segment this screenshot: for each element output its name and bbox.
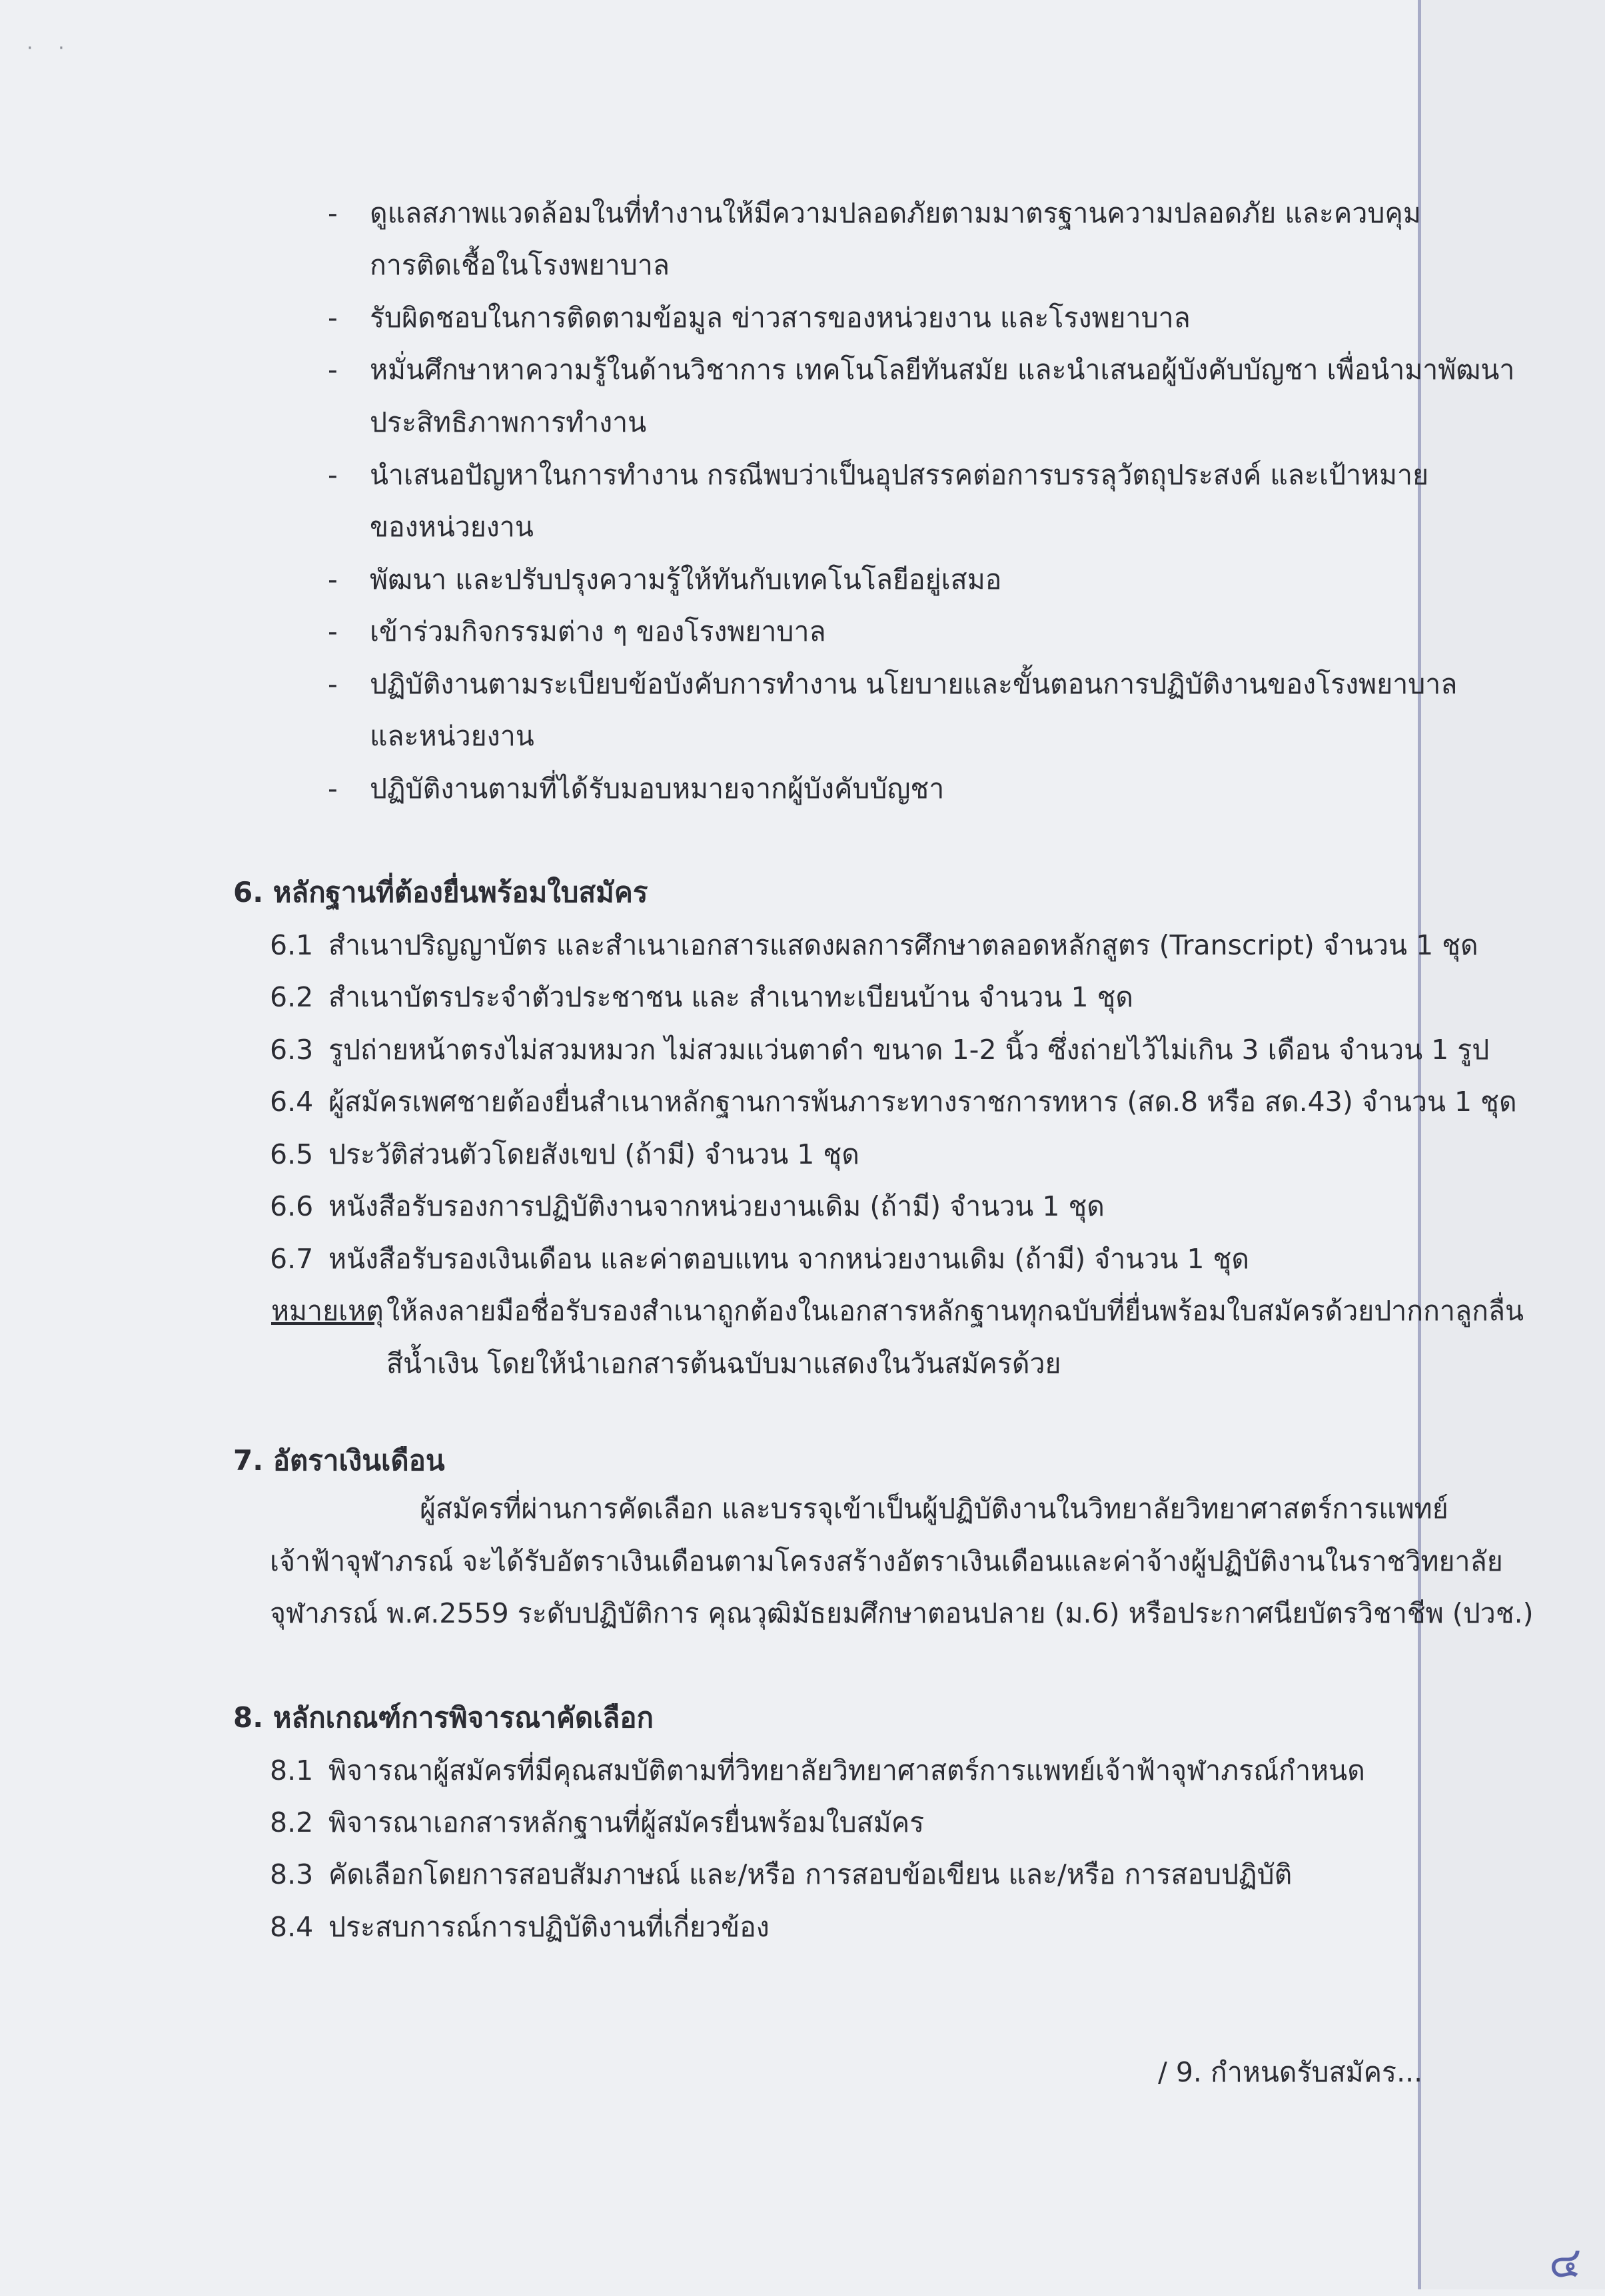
item-number: 8.4 [270, 1911, 314, 1943]
duty-2-line-1: รับผิดชอบในการติดตามข้อมูล ข่าวสารของหน่วยงาน และโรงพยาบาล [370, 302, 1191, 334]
continuation-note: / 9. กำหนดรับสมัคร... [1158, 2056, 1423, 2088]
bullet: - [328, 615, 338, 647]
item-6-4-text: ผู้สมัครเพศชายต้องยื่นสำเนาหลักฐานการพ้นภาระทางราชการทหาร (สด.8 หรือ สด.43) จำนวน 1 ชุด [328, 1086, 1517, 1118]
item-8-3-text: คัดเลือกโดยการสอบสัมภาษณ์ และ/หรือ การสอบข้อเขียน และ/หรือ การสอบปฏิบัติ [328, 1858, 1293, 1890]
item-8-2-text: พิจารณาเอกสารหลักฐานที่ผู้สมัครยื่นพร้อมใบสมัคร [328, 1806, 925, 1838]
duty-1-line-2: การติดเชื้อในโรงพยาบาล [370, 249, 670, 281]
item-number: 6.4 [270, 1086, 314, 1118]
scan-specks: · · [27, 37, 74, 60]
bullet: - [328, 564, 338, 595]
salary-line-1: ผู้สมัครที่ผ่านการคัดเลือก และบรรจุเข้าเป็นผู้ปฏิบัติงานในวิทยาลัยวิทยาศาสตร์การแพทย์ [420, 1493, 1448, 1525]
item-number: 6.5 [270, 1138, 314, 1170]
item-6-5-text: ประวัติส่วนตัวโดยสังเขป (ถ้ามี) จำนวน 1 ชุด [328, 1138, 859, 1170]
duty-7-line-1: ปฏิบัติงานตามระเบียบข้อบังคับการทำงาน นโยบายและขั้นตอนการปฏิบัติงานของโรงพยาบาล [370, 668, 1458, 700]
bullet: - [328, 773, 338, 805]
item-number: 8.1 [270, 1754, 314, 1786]
duty-3-line-1: หมั่นศึกษาหาความรู้ในด้านวิชาการ เทคโนโลยีทันสมัย และนำเสนอผู้บังคับบัญชา เพื่อนำมาพัฒนา [370, 354, 1515, 386]
salary-line-2: เจ้าฟ้าจุฬาภรณ์ จะได้รับอัตราเงินเดือนตามโครงสร้างอัตราเงินเดือนและค่าจ้างผู้ปฏิบัติงานในราชวิทยาลัย [270, 1545, 1503, 1577]
section-8-heading: 8. หลักเกณฑ์การพิจารณาคัดเลือก [233, 1701, 654, 1734]
item-8-4-text: ประสบการณ์การปฏิบัติงานที่เกี่ยวข้อง [328, 1911, 770, 1943]
item-6-2-text: สำเนาบัตรประจำตัวประชาชน และ สำเนาทะเบียนบ้าน จำนวน 1 ชุด [328, 981, 1134, 1013]
item-number: 8.3 [270, 1858, 314, 1890]
note-label: หมายเหตุ [271, 1295, 384, 1327]
item-number: 6.1 [270, 929, 314, 961]
section-7-heading: 7. อัตราเงินเดือน [233, 1444, 445, 1477]
duty-8-line-1: ปฏิบัติงานตามที่ได้รับมอบหมายจากผู้บังคับบัญชา [370, 773, 945, 805]
item-6-3-text: รูปถ่ายหน้าตรงไม่สวมหมวก ไม่สวมแว่นตาดำ ขนาด 1-2 นิ้ว ซึ่งถ่ายไว้ไม่เกิน 3 เดือน จำนวน 1 รูป [328, 1034, 1490, 1066]
duty-4-line-1: นำเสนอปัญหาในการทำงาน กรณีพบว่าเป็นอุปสรรคต่อการบรรลุวัตถุประสงค์ และเป้าหมาย [370, 459, 1429, 491]
duty-5-line-1: พัฒนา และปรับปรุงความรู้ให้ทันกับเทคโนโลยีอยู่เสมอ [370, 564, 1002, 595]
page-edge [1421, 0, 1605, 2289]
duty-3-line-2: ประสิทธิภาพการทำงาน [370, 406, 647, 438]
item-number: 6.6 [270, 1190, 314, 1222]
duty-7-line-2: และหน่วยงาน [370, 720, 534, 752]
note-line-2: สีน้ำเงิน โดยให้นำเอกสารต้นฉบับมาแสดงในวันสมัครด้วย [386, 1347, 1061, 1379]
page-number-mark: ๔ [1549, 2238, 1582, 2287]
item-6-7-text: หนังสือรับรองเงินเดือน และค่าตอบแทน จากหน่วยงานเดิม (ถ้ามี) จำนวน 1 ชุด [328, 1243, 1249, 1275]
item-number: 6.7 [270, 1243, 314, 1275]
item-number: 8.2 [270, 1806, 314, 1838]
duty-4-line-2: ของหน่วยงาน [370, 511, 534, 543]
bullet: - [328, 197, 338, 229]
item-number: 6.2 [270, 981, 314, 1013]
note-line-1: ให้ลงลายมือชื่อรับรองสำเนาถูกต้องในเอกสารหลักฐานทุกฉบับที่ยื่นพร้อมใบสมัครด้วยปากกาลูกลื่น [386, 1295, 1524, 1327]
bullet: - [328, 302, 338, 334]
item-number: 6.3 [270, 1034, 314, 1066]
bullet: - [328, 354, 338, 386]
bullet: - [328, 668, 338, 700]
section-6-heading: 6. หลักฐานที่ต้องยื่นพร้อมใบสมัคร [233, 876, 648, 909]
item-8-1-text: พิจารณาผู้สมัครที่มีคุณสมบัติตามที่วิทยาลัยวิทยาศาสตร์การแพทย์เจ้าฟ้าจุฬาภรณ์กำหนด [328, 1754, 1365, 1786]
duty-1-line-1: ดูแลสภาพแวดล้อมในที่ทำงานให้มีความปลอดภัยตามมาตรฐานความปลอดภัย และควบคุม [370, 197, 1421, 229]
bullet: - [328, 459, 338, 491]
duty-6-line-1: เข้าร่วมกิจกรรมต่าง ๆ ของโรงพยาบาล [370, 615, 826, 647]
salary-line-3: จุฬาภรณ์ พ.ศ.2559 ระดับปฏิบัติการ คุณวุฒิมัธยมศึกษาตอนปลาย (ม.6) หรือประกาศนียบัตรวิชาชีพ (ปวช.) [270, 1597, 1534, 1629]
item-6-1-text: สำเนาปริญญาบัตร และสำเนาเอกสารแสดงผลการศึกษาตลอดหลักสูตร (Transcript) จำนวน 1 ชุด [328, 929, 1478, 961]
item-6-6-text: หนังสือรับรองการปฏิบัติงานจากหน่วยงานเดิม (ถ้ามี) จำนวน 1 ชุด [328, 1190, 1105, 1222]
